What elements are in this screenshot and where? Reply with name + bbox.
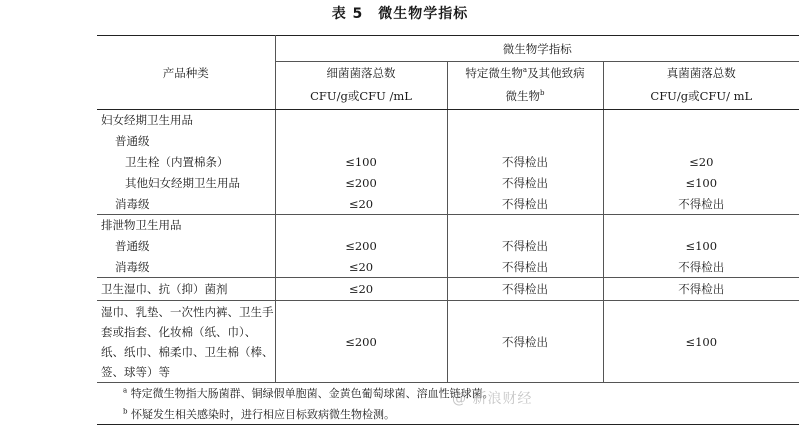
header-product-type: 产品种类 (97, 36, 275, 110)
cell-bacteria (275, 215, 447, 236)
cell-fungi: ≤20 (689, 155, 714, 169)
item-tampon: 卫生栓（内置棉条） (97, 152, 275, 173)
header-fungi-count: 真菌菌落总数 (666, 65, 736, 80)
table-title: 表 5 微生物学指标 (331, 6, 469, 22)
cell-fungi (603, 110, 799, 131)
cell-fungi: 不得检出 (678, 282, 725, 296)
cell-fungi: 不得检出 (678, 259, 725, 274)
header-bacteria-unit: CFU/g或CFU /mL (275, 84, 447, 110)
cell-pathogen: 不得检出 (447, 236, 603, 257)
cell-pathogen: 不得检出 (447, 152, 603, 173)
category-excreta: 排泄物卫生用品 (97, 215, 275, 236)
cell-pathogen: 不得检出 (447, 194, 603, 215)
cell-fungi: ≤100 (685, 239, 718, 253)
cell-bacteria: ≤20 (275, 278, 447, 301)
subcategory-normal-grade: 普通级 (97, 236, 275, 257)
cell-pathogen (447, 215, 603, 236)
header-bacteria-count: 细菌菌落总数 (275, 62, 447, 84)
cell-bacteria: ≤200 (275, 236, 447, 257)
category-wet-wipes-antibacterial: 卫生湿巾、抗（抑）菌剂 (97, 278, 275, 301)
header-pathogen-line2: 微生物$^b$ (447, 84, 603, 110)
subcategory-normal-grade: 普通级 (97, 131, 275, 152)
cell-fungi: 不得检出 (678, 196, 725, 211)
cell-fungi (603, 215, 799, 236)
cell-pathogen (447, 131, 603, 152)
cell-bacteria (275, 131, 447, 152)
cell-pathogen: 不得检出 (447, 173, 603, 194)
cell-fungi (603, 131, 799, 152)
cell-bacteria: ≤20 (275, 257, 447, 278)
microbiological-indicator-table (97, 35, 799, 425)
header-fungi-unit: CFU/g或CFU/ mL (603, 84, 799, 110)
category-menstrual: 妇女经期卫生用品 (97, 110, 275, 131)
cell-bacteria: ≤20 (275, 194, 447, 215)
item-other-menstrual: 其他妇女经期卫生用品 (97, 173, 275, 194)
cell-pathogen: 不得检出 (447, 301, 603, 383)
cell-fungi: ≤100 (685, 334, 718, 349)
cell-pathogen: 不得检出 (447, 257, 603, 278)
cell-fungi: ≤100 (685, 176, 718, 190)
cell-pathogen (447, 110, 603, 131)
cell-bacteria: ≤100 (275, 152, 447, 173)
cell-bacteria (275, 110, 447, 131)
header-group-microbiology: 微生物学指标 (275, 36, 799, 62)
cell-bacteria: ≤200 (275, 173, 447, 194)
cell-pathogen: 不得检出 (447, 278, 603, 301)
header-pathogen-line1: 特定微生物$^a$及其他致病 (447, 62, 603, 84)
watermark: @ 新浪财经 (452, 391, 533, 407)
subcategory-disinfection-grade: 消毒级 (97, 194, 275, 215)
footnote-b: $^b$ 怀疑发生相关感染时，进行相应目标致病微生物检测。 (123, 407, 395, 421)
footnote-a: $^a$ 特定微生物指大肠菌群、铜绿假单胞菌、金黄色葡萄球菌、溶血性链球菌。 (123, 386, 494, 401)
subcategory-disinfection-grade: 消毒级 (97, 257, 275, 278)
category-wipes-pads-misc: 湿巾、乳垫、一次性内裤、卫生手 套或指套、化妆棉（纸、巾）、 纸、纸巾、棉柔巾、卫生棉（棒、 签、球等）等 (97, 301, 275, 383)
cell-bacteria: ≤200 (275, 301, 447, 383)
